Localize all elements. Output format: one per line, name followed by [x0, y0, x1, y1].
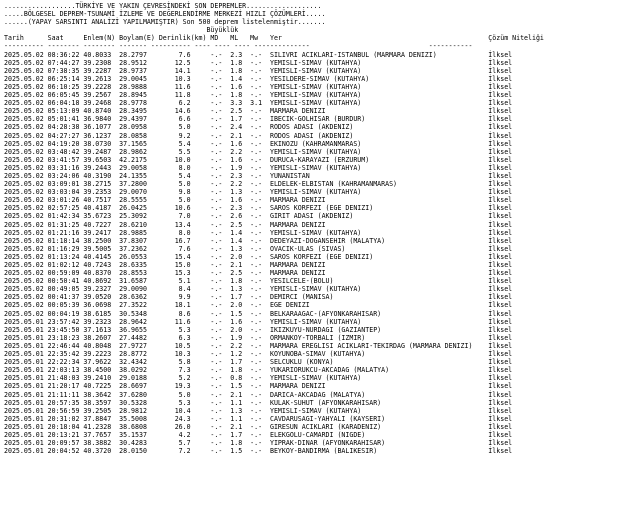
table-row: 2025.05.02 05:13:09 40.8740 28.3495 14.6 -.- 2.5 -.- MARMARA DENIZI İlksel	[4, 107, 513, 116]
header-line-2: .....BÖLGESEL DEPREM-TSUNAMİ İZLEME VE DEĞERLENDİRME MERKEZİ HIZLI ÇÖZÜMLERİ.....	[4, 10, 326, 19]
table-row: 2025.05.02 03:31:16 39.2443 29.0058 8.0 -.- 1.9 -.- YEMISLI-SIMAV (KUTAHYA) İlksel	[4, 163, 513, 172]
header-line-3: ......(YAPAY SARSINTI ANALİZİ YAPILMAMIŞTIR) Son 500 deprem listelenmiştir.......	[4, 18, 326, 27]
table-row: 2025.05.02 00:50:41 40.8692 31.6587 5.1 -.- 1.8 -.- YESILCELE-(BOLU) İlksel	[4, 277, 513, 286]
table-row: 2025.05.01 22:46:44 40.8048 27.9727 10.5 -.- 2.2 -.- MARMARA EREGLISI ACIKLARI-TEKIRDAG (MARMARA DENIZI) İlksel	[4, 341, 513, 350]
table-row: 2025.05.02 06:05:45 39.2567 28.8945 11.8 -.- 1.8 -.- YEMISLI-SIMAV (KUTAHYA) İlksel	[4, 91, 513, 100]
table-row: 2025.05.01 23:18:23 38.2607 27.4482 6.3 -.- 1.9 -.- ORMANKOY-TORBALI (IZMIR) İlksel	[4, 333, 513, 342]
table-row: 2025.05.02 00:04:19 38.6185 30.5348 8.6 -.- 1.5 -.- BELKARAAGAC-(AFYONKARAHISAR) İlksel	[4, 309, 513, 318]
header-line-1: ..................TÜRKİYE VE YAKIN ÇEVRESİNDEKİ SON DEPREMLER...................	[4, 2, 322, 10]
table-row: 2025.05.02 03:41:57 39.6503 42.2175 10.0 -.- 1.6 -.- DURUCA-KARAYAZI (ERZURUM) İlksel	[4, 155, 513, 164]
magnitude-group-label: Büyüklük	[4, 26, 239, 35]
table-row: 2025.05.01 20:56:59 39.2505 28.9812 10.4 -.- 1.3 -.- YEMISLI-SIMAV (KUTAHYA) İlksel	[4, 406, 513, 415]
table-row: 2025.05.02 07:38:35 39.2287 28.9737 14.1 -.- 1.8 -.- YEMISLI-SIMAV (KUTAHYA) İlksel	[4, 66, 513, 75]
table-row: 2025.05.02 00:05:39 36.0698 27.3522 18.1 -.- 2.0 -.- EGE DENIZI İlksel	[4, 301, 513, 310]
table-row: 2025.05.02 01:21:16 39.2417 28.9885 8.0 -.- 1.4 -.- YEMISLI-SIMAV (KUTAHYA) İlksel	[4, 228, 513, 237]
table-row: 2025.05.02 00:41:37 39.0520 28.6362 9.9 -.- 1.7 -.- DEMIRCI (MANISA) İlksel	[4, 293, 513, 302]
table-row: 2025.05.02 01:13:24 40.4145 26.0553 15.4 -.- 2.0 -.- SAROS KORFEZI (EGE DENIZI) İlksel	[4, 252, 513, 261]
table-row: 2025.05.02 04:27:27 36.1237 28.0858 9.2 -.- 2.1 -.- RODOS ADASI (AKDENIZ) İlksel	[4, 131, 513, 140]
table-row: 2025.05.02 04:28:38 36.1077 28.0958 5.0 -.- 2.4 -.- RODOS ADASI (AKDENIZ) İlksel	[4, 123, 513, 132]
table-row: 2025.05.02 06:10:25 39.2228 28.9888 11.6 -.- 1.6 -.- YEMISLI-SIMAV (KUTAHYA) İlksel	[4, 82, 513, 91]
table-row: 2025.05.01 20:57:35 38.3597 30.5328 5.3 -.- 1.1 -.- KULAK-SUHUT (AFYONKARAHISAR) İlksel	[4, 398, 513, 407]
table-row: 2025.05.02 00:49:05 39.2327 29.0090 8.4 -.- 1.3 -.- YEMISLI-SIMAV (KUTAHYA) İlksel	[4, 285, 513, 294]
table-row: 2025.05.02 02:57:25 40.4187 26.0425 10.6 -.- 2.3 -.- SAROS KORFEZI (EGE DENIZI) İlksel	[4, 204, 513, 213]
table-row: 2025.05.02 01:16:29 39.5005 37.2362 7.6 -.- 1.3 -.- OVACIK-ULAS (SIVAS) İlksel	[4, 244, 513, 253]
table-row: 2025.05.02 05:01:41 36.9840 29.4397 6.6 -.- 1.7 -.- IBECIK-GOLHISAR (BURDUR) İlksel	[4, 115, 513, 124]
table-row: 2025.05.02 01:42:34 35.6723 25.3092 7.0 -.- 2.6 -.- GIRIT ADASI (AKDENIZ) İlksel	[4, 212, 513, 221]
table-row: 2025.05.02 01:02:12 40.7243 28.6335 15.0 -.- 2.1 -.- MARMARA DENIZI İlksel	[4, 261, 513, 269]
table-row: 2025.05.02 08:36:22 40.8033 28.2797 7.6 -.- 2.3 -.- SILIVRI ACIKLARI-ISTANBUL (MARMARA DENIZI) İlksel	[4, 50, 513, 59]
table-row: 2025.05.02 00:59:09 40.8370 28.8553 15.3 -.- 2.5 -.- MARMARA DENIZI İlksel	[4, 269, 513, 278]
table-row: 2025.05.01 21:20:17 40.7225 28.6697 19.3 -.- 1.5 -.- MARMARA DENIZI İlksel	[4, 382, 513, 391]
table-row: 2025.05.02 07:44:27 39.2308 28.9512 12.5 -.- 1.8 -.- YEMISLI-SIMAV (KUTAHYA) İlksel	[4, 58, 513, 67]
table-row: 2025.05.01 20:13:21 37.7657 35.1537 4.2 -.- 1.7 -.- ELEKGOLU-CAMARDI (NIGDE) İlksel	[4, 430, 513, 439]
table-row: 2025.05.02 06:25:14 39.2613 29.0045 10.3 -.- 1.4 -.- YESILDERE-SIMAV (KUTAHYA) İlksel	[4, 74, 513, 83]
table-row: 2025.05.01 20:31:02 37.8847 35.5008 24.3 -.- 1.1 -.- CAVDARUSAGI-YAHYALI (KAYSERI) İlksel	[4, 414, 513, 423]
table-row: 2025.05.02 01:31:25 40.7227 28.6210 13.4 -.- 2.5 -.- MARMARA DENIZI İlksel	[4, 220, 513, 229]
table-row: 2025.05.01 20:04:52 40.3720 28.0150 7.2 -.- 1.5 -.- BEYKOY-BANDIRMA (BALIKESIR) İlksel	[4, 447, 513, 456]
table-row: 2025.05.01 20:18:04 41.2328 38.6808 26.0 -.- 2.1 -.- GIRESUN ACIKLARI (KARADENIZ) İlksel	[4, 422, 513, 431]
table-row: 2025.05.02 03:09:01 38.2715 37.2800 5.0 -.- 2.2 -.- ELDELEK-ELBISTAN (KAHRAMANMARAS) İlksel	[4, 180, 513, 189]
column-underline: ---------- -------- -------- ------- ---------- ---- ---- ---- -------------- -----------	[4, 42, 473, 51]
table-row: 2025.05.01 21:48:03 39.2410 29.0188 5.2 -.- 0.8 -.- YEMISLI-SIMAV (KUTAHYA) İlksel	[4, 374, 513, 383]
table-row: 2025.05.01 22:22:34 37.9622 32.4342 5.8 -.- 1.7 -.- SELCUKLU (KONYA) İlksel	[4, 358, 513, 367]
table-row: 2025.05.02 03:03:04 39.2353 29.0070 9.8 -.- 1.3 -.- YEMISLI-SIMAV (KUTAHYA) İlksel	[4, 188, 513, 197]
table-row: 2025.05.01 21:11:11 38.3642 37.6280 5.0 -.- 2.1 -.- DARICA-AKCADAG (MALATYA) İlksel	[4, 390, 513, 399]
table-row: 2025.05.01 23:57:42 39.2323 28.9642 11.6 -.- 1.6 -.- YEMISLI-SIMAV (KUTAHYA) İlksel	[4, 317, 513, 326]
table-row: 2025.05.01 20:09:57 38.3882 30.4283 5.7 -.- 1.8 -.- YIPRAK-DINAR (AFYONKARAHISAR) İlksel	[4, 439, 513, 448]
table-row: 2025.05.02 03:48:42 39.2487 28.9862 5.5 -.- 2.2 -.- YEMISLI-SIMAV (KUTAHYA) İlksel	[4, 147, 513, 156]
table-row: 2025.05.02 06:04:18 39.2468 28.9778 6.2 -.- 3.3 3.1 YEMISLI-SIMAV (KUTAHYA) İlksel	[4, 99, 513, 108]
table-row: 2025.05.01 22:03:13 38.4500 38.0292 7.3 -.- 1.8 -.- YUKARIORUKCU-AKCADAG (MALATYA) İlksel	[4, 366, 513, 375]
table-row: 2025.05.01 22:35:42 39.2223 28.8772 10.3 -.- 1.2 -.- KOYUNOBA-SIMAV (KUTAHYA) İlksel	[4, 350, 513, 359]
table-row: 2025.05.02 04:19:20 38.0730 37.1565 5.4 -.- 1.6 -.- EKINOZU (KAHRAMANMARAS) İlksel	[4, 139, 513, 148]
table-row: 2025.05.02 01:18:14 38.2500 37.8307 16.7 -.- 1.4 -.- DEDEYAZI-DOGANSEHIR (MALATYA) İlksel	[4, 236, 513, 245]
table-row: 2025.05.01 23:45:50 37.1613 36.9655 5.3 -.- 2.0 -.- IKIZKUYU-NURDAGI (GAZIANTEP) İlksel	[4, 325, 513, 334]
column-headers: Tarih Saat Enlem(N) Boylam(E) Derinlik(km) MD ML Mw Yer Çözüm Niteliği	[4, 34, 544, 43]
table-row: 2025.05.02 03:01:26 40.7517 28.5555 5.0 -.- 1.6 -.- MARMARA DENIZI İlksel	[4, 196, 513, 205]
table-row: 2025.05.02 03:24:06 40.3190 24.1355 5.4 -.- 2.3 -.- YUNANISTAN İlksel	[4, 171, 513, 180]
